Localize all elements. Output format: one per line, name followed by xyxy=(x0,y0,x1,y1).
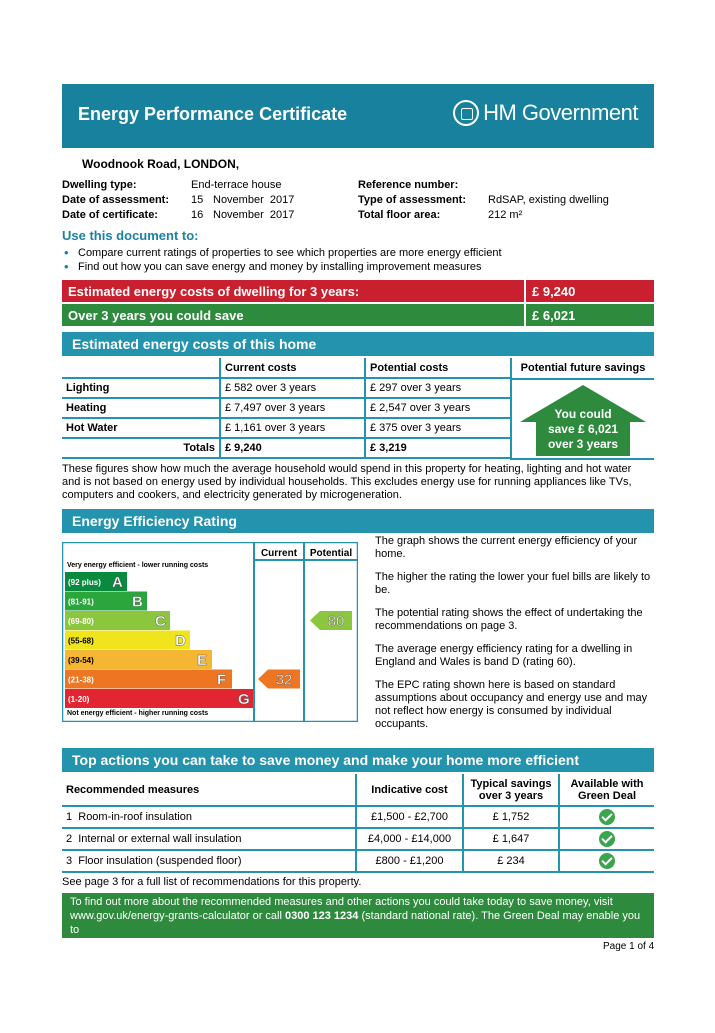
list-item: • Compare current ratings of properties to see which properties are more energy efficient xyxy=(62,246,502,260)
rating-band-letter: A xyxy=(112,574,123,591)
table-header-row xyxy=(62,774,654,806)
rating-paragraph: The graph shows the current energy efficiency of your home. xyxy=(375,535,638,560)
estimated-costs-bar xyxy=(62,280,654,302)
energy-rating-chart xyxy=(62,542,358,722)
hm-government-logo xyxy=(453,100,638,126)
could-save-value: £ 6,021 xyxy=(526,304,654,326)
cost-cell: £1,500 - £2,700 xyxy=(356,806,463,828)
rating-band-letter: B xyxy=(132,593,143,611)
floor-area-value: 212 m² xyxy=(488,209,523,221)
rating-band-range: (69-80) xyxy=(68,617,94,626)
current-cost: £ 7,497 over 3 years xyxy=(220,398,365,418)
current-cost: £ 1,161 over 3 years xyxy=(220,418,365,438)
table-row xyxy=(62,850,654,872)
hm-government-text: HM Government xyxy=(483,100,638,125)
header-banner xyxy=(62,84,654,148)
property-address: Woodnook Road, LONDON, xyxy=(82,157,240,171)
rating-band-g xyxy=(65,689,253,708)
use-document-title: Use this document to: xyxy=(62,228,199,243)
dwelling-type-label: Dwelling type: xyxy=(62,179,137,191)
green-deal-cell xyxy=(559,828,654,850)
arrow-line-3: over 3 years xyxy=(547,437,619,451)
column-header-current: Current costs xyxy=(220,358,365,378)
potential-rating-value: 80 xyxy=(327,613,345,630)
savings-cell: £ 234 xyxy=(463,850,559,872)
rating-band-letter: D xyxy=(175,632,186,650)
chart-head-potential: Potential xyxy=(309,548,353,559)
dwelling-type-value: End-terrace house xyxy=(191,179,282,191)
use-document-list xyxy=(62,246,502,274)
costs-note: These figures show how much the average household would spend in this property for heating, lighting and hot water and is not based on energy used by individual households. This excludes energy use for running appliances like TVs, computers and cookers, and electricity generated by microgeneration. xyxy=(62,463,632,501)
column-header-measures: Recommended measures xyxy=(62,774,356,806)
estimated-costs-label: Estimated energy costs of dwelling for 3 years: xyxy=(62,280,524,302)
table-row xyxy=(62,418,510,438)
arrow-line-2: save £ 6,021 xyxy=(547,422,619,436)
rating-paragraph: The higher the rating the lower your fuel bills are likely to be. xyxy=(375,571,651,596)
rating-band-letter: G xyxy=(238,691,250,708)
cost-cell: £800 - £1,200 xyxy=(356,850,463,872)
column-header-cost: Indicative cost xyxy=(356,774,463,806)
check-icon xyxy=(599,853,615,869)
crest-icon xyxy=(453,100,479,126)
chart-bottom-label: Not energy efficient - higher running costs xyxy=(67,710,209,717)
info-line-2-rest: (standard national rate). The Green Deal may enable you to xyxy=(70,910,641,936)
rating-paragraph: The EPC rating shown here is based on standard assumptions about occupancy and energy use and may not reflect how energy is consumed by individual occupants. xyxy=(375,679,648,730)
assessment-month-year: November 2017 xyxy=(213,194,295,206)
table-row xyxy=(62,378,510,398)
measure-name: Internal or external wall insulation xyxy=(78,833,242,845)
savings-cell: £ 1,647 xyxy=(463,828,559,850)
actions-table xyxy=(62,774,654,873)
chart-head-current: Current xyxy=(260,548,298,559)
row-label: Hot Water xyxy=(62,418,220,438)
costs-table xyxy=(62,358,510,459)
totals-label: Totals xyxy=(62,438,220,458)
info-link-text: www.gov.uk/energy-grants-calculator or call xyxy=(70,910,285,922)
could-save-bar xyxy=(62,304,654,326)
table-header-row xyxy=(62,358,510,378)
table-row xyxy=(62,806,654,828)
measure-name: Floor insulation (suspended floor) xyxy=(78,855,242,867)
assessment-type-value: RdSAP, existing dwelling xyxy=(488,194,609,206)
rating-explanation xyxy=(375,535,655,741)
totals-row xyxy=(62,438,510,458)
potential-cost: £ 297 over 3 years xyxy=(365,378,510,398)
check-icon xyxy=(599,831,615,847)
green-deal-cell xyxy=(559,806,654,828)
chart-top-label: Very energy efficient - lower running costs xyxy=(67,562,209,569)
rating-paragraph: The average energy efficiency rating for a dwelling in England and Wales is band D (rating 60). xyxy=(375,643,633,668)
check-icon xyxy=(599,809,615,825)
info-line-2 xyxy=(70,909,646,937)
could-save-label: Over 3 years you could save xyxy=(62,304,524,326)
potential-cost: £ 375 over 3 years xyxy=(365,418,510,438)
rating-band-letter: E xyxy=(197,652,208,669)
current-cost: £ 582 over 3 years xyxy=(220,378,365,398)
info-line-1: To find out more about the recommended measures and other actions you could take today to save money, visit xyxy=(70,896,613,908)
column-header-savings: Potential future savings xyxy=(512,358,654,380)
column-header-green-deal: Available with Green Deal xyxy=(559,774,654,806)
estimated-costs-value: £ 9,240 xyxy=(526,280,654,302)
certificate-month-year: November 2017 xyxy=(213,209,295,221)
certificate-date-label: Date of certificate: xyxy=(62,209,158,221)
list-item: • Find out how you can save energy and money by installing improvement measures xyxy=(62,260,502,274)
section-header-rating: Energy Efficiency Rating xyxy=(62,509,654,533)
row-label: Heating xyxy=(62,398,220,418)
rating-band-range: (55-68) xyxy=(68,636,94,646)
floor-area-label: Total floor area: xyxy=(358,209,441,221)
column-header-savings: Typical savings over 3 years xyxy=(463,774,559,806)
assessment-type-label: Type of assessment: xyxy=(358,194,467,206)
measure-number: 3 xyxy=(66,855,73,867)
info-line-3: make your home warmer and cheaper to run. xyxy=(70,938,291,950)
assessment-day: 15 xyxy=(191,194,204,206)
section-header-costs: Estimated energy costs of this home xyxy=(62,332,654,356)
section-header-actions: Top actions you can take to save money and make your home more efficient xyxy=(62,748,654,772)
totals-potential: £ 3,219 xyxy=(365,438,510,458)
rating-band-range: (81-91) xyxy=(68,597,94,607)
measure-cell xyxy=(62,850,356,872)
info-phone: 0300 123 1234 xyxy=(285,910,359,922)
rating-paragraph: The potential rating shows the effect of undertaking the recommendations on page 3. xyxy=(375,607,643,632)
reference-label: Reference number: xyxy=(358,179,459,191)
rating-band-range: (39-54) xyxy=(68,656,94,665)
totals-current: £ 9,240 xyxy=(220,438,365,458)
rating-band-letter: C xyxy=(155,613,166,630)
savings-arrow-icon xyxy=(512,382,654,460)
column-header-potential: Potential costs xyxy=(365,358,510,378)
certificate-day: 16 xyxy=(191,209,204,221)
measure-cell xyxy=(62,806,356,828)
measure-number: 2 xyxy=(66,833,73,845)
assessment-date-label: Date of assessment: xyxy=(62,194,169,206)
measure-cell xyxy=(62,828,356,850)
rating-band-letter: F xyxy=(217,671,227,689)
potential-savings-column xyxy=(510,358,654,460)
table-row xyxy=(62,828,654,850)
page-number: Page 1 of 4 xyxy=(603,941,655,952)
potential-cost: £ 2,547 over 3 years xyxy=(365,398,510,418)
arrow-line-1: You could xyxy=(554,407,612,421)
row-label: Lighting xyxy=(62,378,220,398)
page-title: Energy Performance Certificate xyxy=(78,104,348,124)
current-rating-value: 32 xyxy=(275,671,293,689)
green-deal-cell xyxy=(559,850,654,872)
recommendations-footnote: See page 3 for a full list of recommendations for this property. xyxy=(62,876,362,888)
measure-name: Room-in-roof insulation xyxy=(78,811,192,823)
savings-cell: £ 1,752 xyxy=(463,806,559,828)
cost-cell: £4,000 - £14,000 xyxy=(356,828,463,850)
rating-band-range: (1-20) xyxy=(68,695,90,704)
measure-number: 1 xyxy=(66,811,73,823)
rating-band-range: (21-38) xyxy=(68,675,94,685)
table-row xyxy=(62,398,510,418)
rating-band-range: (92 plus) xyxy=(68,578,101,587)
